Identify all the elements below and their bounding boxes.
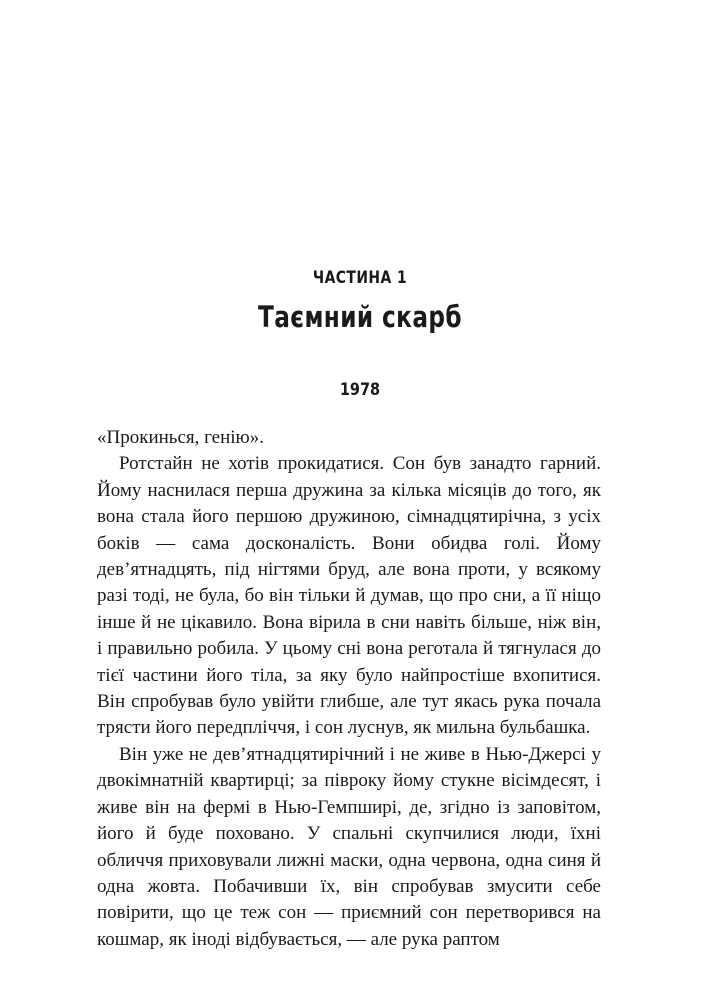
section-year: 1978 — [339, 380, 381, 400]
part-label: ЧАСТИНА 1 — [312, 268, 408, 288]
paragraph: Він уже не дев’ятнадцятирічний і не живе в Нью-Джерсі у двокімнатній квартирці; за півроку йому стукне вісімдесят, і живе він на фермі в Нью-Гемпширі, де, згідно із заповітом, його й буде поховано. У спальні скупчилися люди, їхні обличчя приховували лижні маски, одна червона, одна синя й одна жовта. Побачивши їх, він спробував змусити себе повірити, що це теж сон — приємний сон перетворився на кошмар, як іноді відбувається, — але рука раптом — [97, 743, 601, 950]
body-text — [97, 425, 601, 953]
paragraph: Ротстайн не хотів прокидатися. Сон був занадто гарний. Йому наснилася перша дружина за кілька місяців до того, як вона стала його першою дружиною, сімнадцятирічна, з усіх боків — сама досконалість. Вони обидва голі. Йому дев’ятнадцять, під нігтями бруд, але вона проти, у всякому разі тоді, не була, бо він тільки й думав, що про сни, а її ніщо інше й не цікавило. Вона вірила в сни навіть більше, ніж він, і правильно робила. У цьому сні вона реготала й тягнулася до тієї частини його тіла, за яку було найпростіше вхопитися. Він спробував було увійти глибше, але тут якась рука почала трясти його передпліччя, і сон луснув, як мильна бульбашка. — [97, 453, 601, 739]
part-title: Таємний скарб — [258, 300, 462, 334]
paragraph: «Прокинься, генію». — [97, 427, 264, 448]
